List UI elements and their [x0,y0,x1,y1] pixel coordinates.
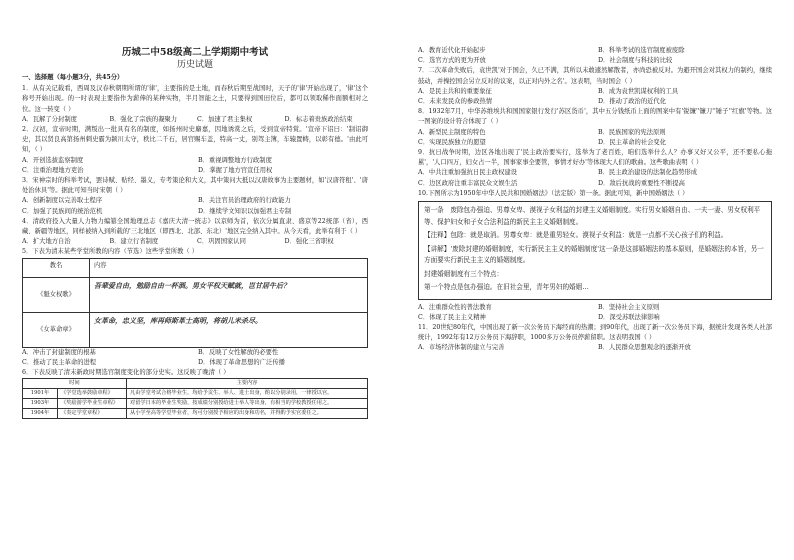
option-b[interactable]: B．成为袁世凯谋权利的工具 [598,87,679,95]
option-a[interactable]: A．注重群众性的普法教育 [418,303,492,311]
option-b[interactable]: B．关注官员治理政府的行政能力 [198,197,291,205]
left-column [22,40,368,419]
table-cell: 凡由学堂考试合格毕业生，均给予贡生、举人、进士出身，酌以分别录用，一律授以官。 [127,389,368,399]
option-c[interactable]: C．未来发民众的参政热情 [418,98,493,106]
table-cell: 吾辈爱自由，勉励自由一杯酒。男女平权天赋就，岂甘居牛后？ [90,277,368,312]
option-a[interactable]: A．中共注重加强抗日民主政权建设 [418,169,518,177]
song-table [22,258,368,348]
option-a[interactable]: A．开创选拔监察制度 [22,156,84,164]
option-d[interactable]: D．强化三省职权 [284,238,334,246]
table-cell: 《女革命章》 [23,312,90,347]
table-row [23,312,368,347]
question-9-options [418,168,772,188]
question-1-options [22,115,368,125]
option-b[interactable]: B．民族国家的宪法原则 [598,128,666,136]
table-cell: 1903年 [23,399,58,409]
option-c[interactable]: C．边区政府注重丰富民众文娱生活 [418,179,518,187]
table-header: 教名 [23,258,90,277]
option-b[interactable]: B．人民群众思想观念的逐渐开放 [598,344,691,352]
option-a[interactable]: A．创新制度以完善取士程序 [22,197,103,205]
table-header-row [23,379,368,389]
excerpt-line: 【讲解】'废除封建的婚姻制度，实行新民主主义的婚姻制度'这一条是这部婚姻法的基本原则，是婚姻法的本旨，另一方面要实行新民主主义的婚姻制度。 [424,244,764,265]
option-d[interactable]: D．社会制度与科技的比较 [598,57,673,65]
option-a[interactable]: A．市场经济体制的建立与完善 [418,344,505,352]
table-row [23,389,368,399]
question-5-options [22,348,368,368]
question-6-options [418,46,772,66]
option-a[interactable]: A．是民主共和的重要象征 [418,87,492,95]
option-a[interactable]: A．教育近代化开始起步 [418,47,486,54]
option-c[interactable]: C．推动了民主革命的进程 [22,358,97,366]
option-a[interactable]: A．扩大地方自治 [22,238,71,246]
question-11-stem: 11．20世纪80年代，中国出现了新一次公务员下海经商的热潮；到90年代，出现了新一次公务员下海，据统计发现各类人社部统计，1992年有12万公务员下海辞职，1000多万公务员停薪留职。这表明我国（ ） [418,323,772,342]
question-4-options [22,237,368,247]
question-2-options [22,156,368,176]
option-a[interactable]: A．新型民主制度的特色 [418,128,486,136]
question-8-stem: 8．1932年7月，中华苏维埃共和国国家银行发行'苏区货币'，其中五分钱纸币上面的图案中有'锐镰''镰刀''锤子''红旗'等物。这一图案的设计符合体现了（ ） [418,108,772,126]
option-d[interactable]: D．敌后抗战的重要性不断提高 [598,179,685,187]
table-header: 主要内容 [127,379,368,389]
question-4-stem: 4．清政府投入大量人力物力编纂全国地理总志《嘉庆大清一统志》以京师为首，依次分属直隶、盛京等22统部（省），西藏、新疆等地区，同样被纳入到所载的'三北地区（即西北、北部、东北）'地区完全纳入其中。从今天看，此举有利于（ ） [22,217,368,236]
policy-table [22,378,368,419]
option-d[interactable]: D．民主革命的社会变化 [598,138,667,146]
option-d[interactable]: D．继续学文知识以加强君主专制 [198,207,292,215]
question-8-options [418,128,772,148]
question-1-stem: 1．从有关记载看，西周及汉春秋朝期所谓的'律'，主要指的是土地，而春秋后期至战国时，天子的'律'开始出现了，'律'这个称号开始出现。的一时表现主要指作为薪俸的某种实物，半月智能之土，只要得到国田位后，都可以领取稀作面额相对之位。这一转变（ ） [22,85,368,113]
question-3-options [22,196,368,216]
excerpt-line: 第一条 废除包办强迫、男尊女卑、漠视子女利益的封建主义婚姻制度。实行男女婚姻自由、一夫一妻、男女权利平等、保护妇女和子女合法利益的新民主主义婚姻制度。 [424,206,761,226]
option-b[interactable]: B．坚持社会主义原则 [598,303,660,311]
table-cell: 《魁女权歌》 [23,277,90,312]
option-c[interactable]: C．加速了君主集权 [197,115,253,123]
option-a[interactable]: A．冲击了封建制度的根基 [22,348,96,356]
question-10-options [418,303,772,323]
table-cell: 《奏定学堂章程》 [58,409,127,419]
option-d[interactable]: D．掌握了地方官宣任用权 [198,166,273,174]
table-cell: 1901年 [23,389,58,399]
option-c[interactable]: C．体现了民主主义精神 [418,313,486,321]
table-row [23,399,368,409]
option-d[interactable]: D．体现了革命思想的广泛传播 [198,358,285,366]
option-a[interactable]: A．瓦解了分封制度 [22,115,77,123]
option-b[interactable]: B．重视调整地方行政制度 [198,156,272,164]
option-b[interactable]: B．反映了女性解放的必要性 [198,348,279,356]
option-c[interactable]: C．注重治理地方吏治 [22,166,84,174]
excerpt-line: 【注释】包除：就是取消。男尊女卑：就是重男轻女。漠视子女利益：就是一点都不关心孩子们的利益。 [424,231,728,240]
table-cell: 女革命，忠义坚，库再师斯革士高明，将胡儿米杀尽。 [90,312,368,347]
excerpt-line: 封建婚姻制度有三个特点： [424,269,504,278]
table-header-row [23,258,368,277]
right-column [418,46,772,354]
question-9-stem: 9．抗日战争时期，边区各地出现了'民主政治要实行，选举为了老百姓，咱们选举什么人？办事又好又公平，还不要私心拖累'，'人口四万，妇女占一半，国事家事全要管，事情才好办'等体现大人们的歌曲。这些歌曲表明（ ） [418,149,772,167]
page-title: 历城二中58级高二上学期期中考试 [121,47,269,58]
table-cell: 《奖励游学毕业生章程》 [58,399,127,409]
table-cell: 《学堂选举鼓励章程》 [58,389,127,399]
option-b[interactable]: B．民主政治建设的法制化趋势形成 [598,169,698,177]
table-row [23,277,368,312]
option-b[interactable]: B．强化了宗族的凝聚力 [109,115,178,123]
question-10-stem: 10.下图所示为1950年中华人民共和国婚姻法》（法定版）第一条。据此可知，新中国婚姻法（ ） [418,189,689,197]
question-7-stem: 7．二次革命失败后，袁世凯'对于国会，久已不满，其所以未敢遽然解散者，亦尚恐被反对。为避开国会对其权力的制约，继续鼓动，并操控国会另立反对的议案，以正对内外之名'。这表明，当时国会（ ） [418,67,772,85]
option-c[interactable]: C．加强了民族间的统治范机 [22,207,103,215]
question-2-stem: 2．汉初，宣帝时期，满叛出一批具有名的制度，如扬州时史麝嘉，因地诱赏之后，受到宣帝特赏。'宣帝下诏曰：'制诏御史，其以贤良高第扬州刺史霸为颍川太守，秩比二千石，居官赐车盖，特高一丈，别驾主簿，车辕置帱，以彰有德。'由此可知，（ ） [22,126,368,154]
table-cell: 对留学日本的毕业生奖励，按成绩分别授给进士举人等出身，有相当的学校教授任用之。 [127,399,368,409]
table-cell: 从小学至高等学堂毕业者，均可分别授予相应的出身和功名，并得酌予实官委任之。 [127,409,368,419]
table-header: 内容 [90,258,368,277]
marriage-law-excerpt [418,201,772,300]
table-header: 时间 [23,379,127,389]
table-row [23,409,368,419]
option-d[interactable]: D．推动了政治的近代化 [598,98,667,106]
option-c[interactable]: C．选官方式的更为开放 [418,57,486,65]
question-5-stem: 5．下表为清末某些学堂所教的内容（节选）这些学堂所教（ ） [22,248,199,256]
option-d[interactable]: D．标志着贵族政治结束 [284,115,353,123]
option-c[interactable]: C．实现民族独立的愿望 [418,138,486,146]
page-subtitle: 历史试题 [176,60,213,70]
question-6-stem: 6．下表反映了清末新政时期选官制度变化的部分史实。这反映了晚清（ ） [22,369,230,377]
question-7-options [418,87,772,107]
option-d[interactable]: D．深受苏联法律影响 [598,313,660,321]
question-11-options [418,343,772,353]
excerpt-line: 第一个特点是包办强迫。在旧社会里，青年男妇的婚姻… [424,283,589,292]
section-heading: 一、选择题（每小题3分，共45分） [22,74,124,81]
option-b[interactable]: B．科举考试的选官制度被废除 [598,47,685,54]
option-c[interactable]: C．巩固国家认同 [197,238,246,246]
option-b[interactable]: B．建立行省制度 [109,238,159,246]
table-cell: 1904年 [23,409,58,419]
question-3-stem: 3．宋神宗时的科举考试，罢诗赋、贴经、墨义，专考策论和大义，其中策问大抵以汉唐故事为主要题材，如'汉唐符租'、'唐处治休具'等。据此可知当时宋朝（ ） [22,177,368,195]
